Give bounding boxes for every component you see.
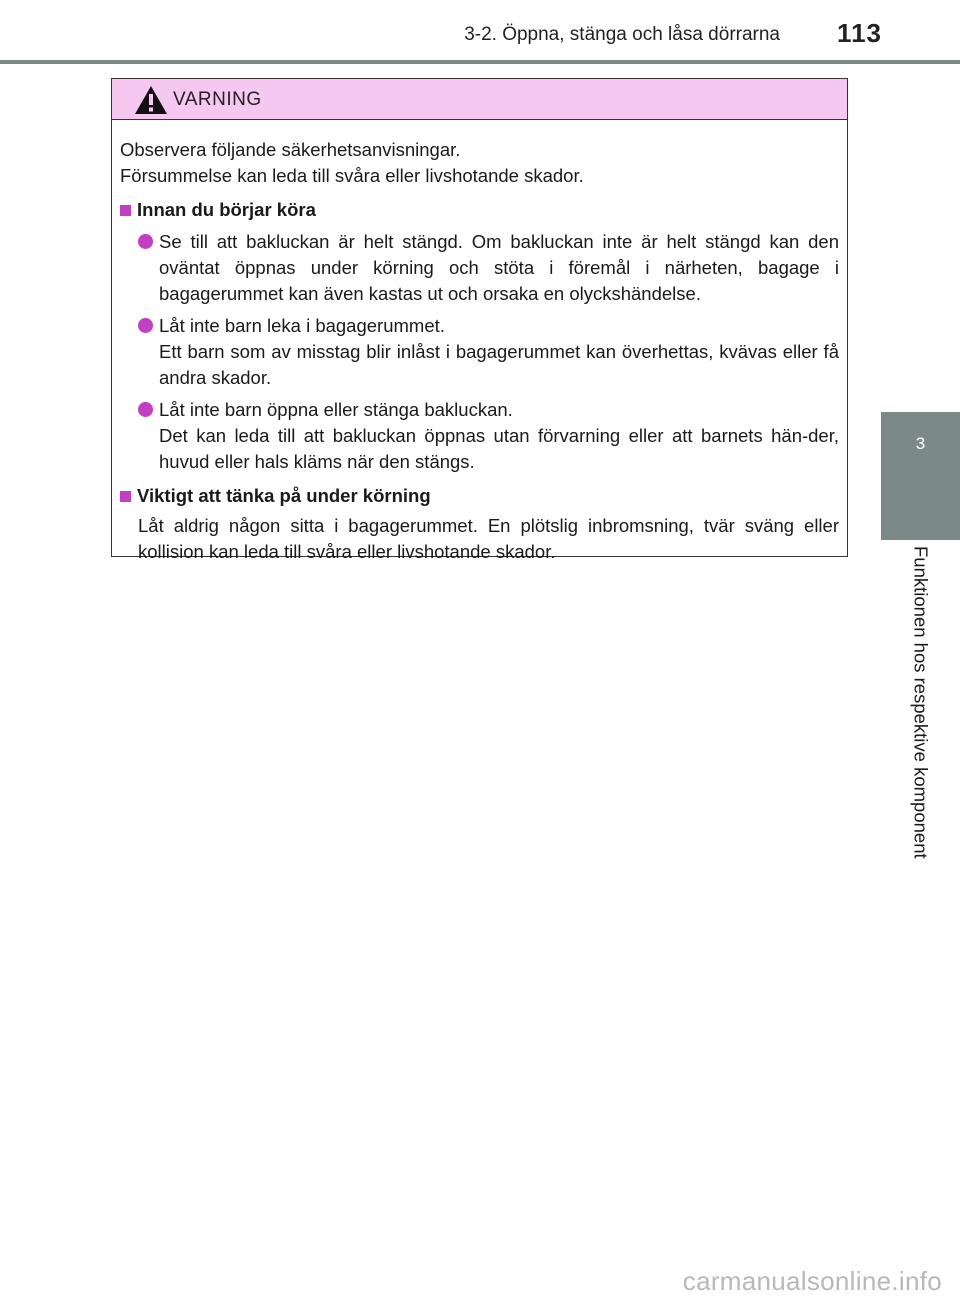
chapter-title: Funktionen hos respektive komponent <box>910 546 932 859</box>
list-item <box>120 313 839 391</box>
dot-bullet-icon <box>138 318 153 333</box>
warning-header <box>112 79 847 120</box>
square-bullet-icon <box>120 491 131 502</box>
warning-intro <box>120 137 839 189</box>
section-while-driving <box>120 483 839 565</box>
header-rule <box>0 60 960 64</box>
warning-body <box>120 137 839 565</box>
watermark: carmanualsonline.info <box>682 1266 942 1296</box>
list-item <box>120 397 839 475</box>
list-item-line: Ett barn som av misstag blir inlåst i bagagerummet kan överhettas, kvävas eller få andra skador. <box>159 341 839 388</box>
section-heading <box>120 197 839 223</box>
section-title: 3-2. Öppna, stänga och låsa dörrarna <box>464 24 780 45</box>
list-item-text <box>159 229 839 307</box>
list-item-text <box>159 313 839 391</box>
warning-triangle-icon <box>134 85 168 115</box>
dot-bullet-icon <box>138 234 153 249</box>
list-item <box>120 229 839 307</box>
chapter-title-container <box>881 546 960 886</box>
chapter-side-tab <box>881 66 960 1248</box>
list-item-line: Låt inte barn öppna eller stänga bakluckan. <box>159 399 513 420</box>
section-paragraph: Låt aldrig någon sitta i bagagerummet. En plötslig inbromsning, tvär sväng eller kollision kan leda till svåra eller livshotande skador. <box>138 515 839 562</box>
list-item-line: Det kan leda till att bakluckan öppnas utan förvarning eller att barnets hän-der, huvud eller hals kläms när den stängs. <box>159 425 839 472</box>
square-bullet-icon <box>120 205 131 216</box>
list-item-line: Se till att bakluckan är helt stängd. Om bakluckan inte är helt stängd kan den oväntat öppnas under körning och stöta i föremål i närheten, bagage i bagagerummet kan även kastas ut och orsaka en olyckshändelse. <box>159 231 839 304</box>
warning-title: VARNING <box>173 89 262 110</box>
list-item-text <box>159 397 839 475</box>
section-before-driving <box>120 197 839 475</box>
intro-line: Observera följande säkerhetsanvisningar. <box>120 139 461 160</box>
chapter-number: 3 <box>881 412 960 540</box>
warning-box <box>111 78 848 562</box>
section-heading <box>120 483 839 509</box>
page-number: 113 <box>837 18 882 48</box>
dot-bullet-icon <box>138 402 153 417</box>
section-heading-text: Innan du börjar köra <box>137 199 316 220</box>
list-item-line: Låt inte barn leka i bagagerummet. <box>159 315 445 336</box>
intro-line: Försummelse kan leda till svåra eller livshotande skador. <box>120 165 584 186</box>
section-heading-text: Viktigt att tänka på under körning <box>137 485 431 506</box>
